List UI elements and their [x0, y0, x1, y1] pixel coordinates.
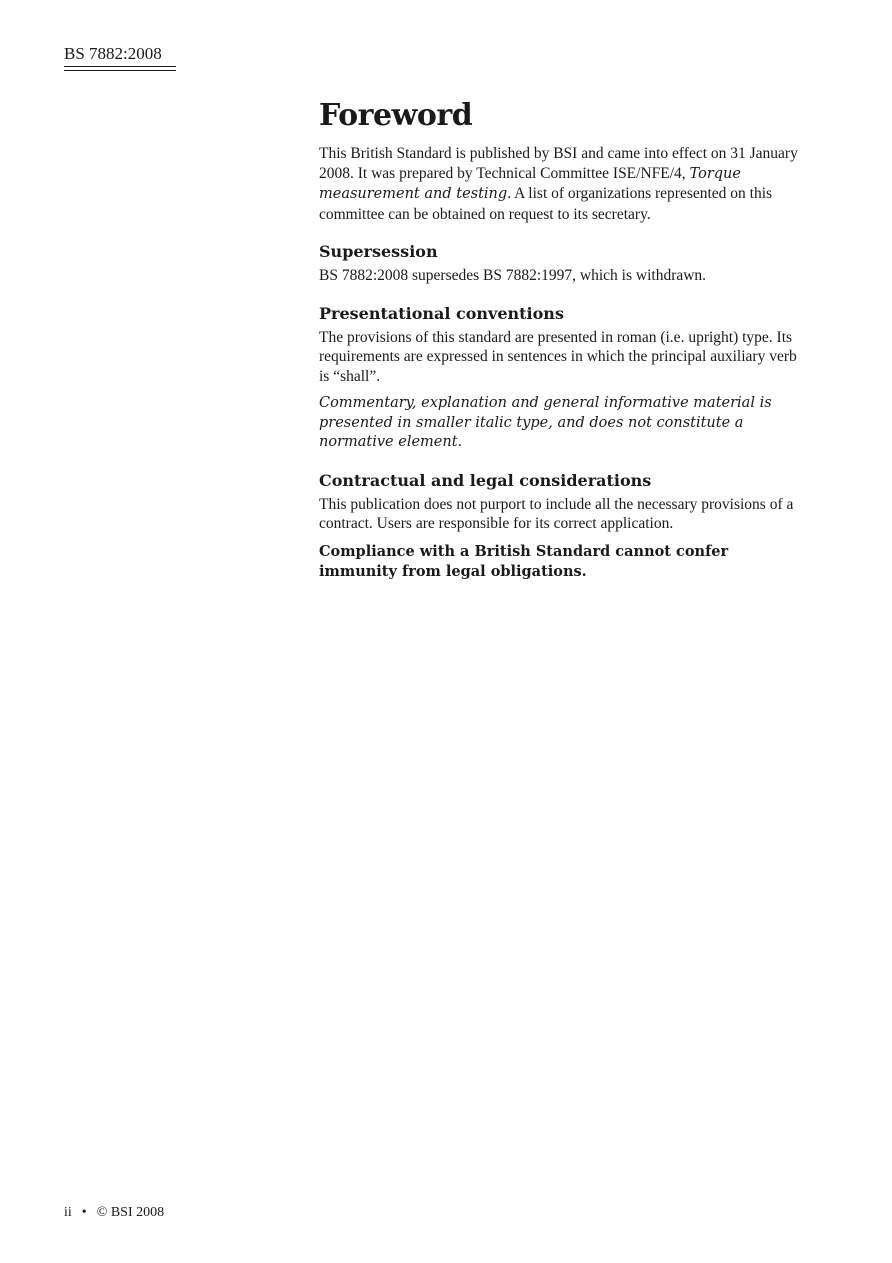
contractual-legal-heading: Contractual and legal considerations — [319, 470, 652, 490]
copyright-notice: © BSI 2008 — [96, 1205, 165, 1220]
page-number: ii — [64, 1205, 72, 1220]
supersession-heading: Supersession — [319, 242, 438, 261]
footer-bullet: • — [81, 1205, 87, 1220]
commentary-note: Commentary, explanation and general informative material is presented in smaller italic type, and does not constitute a normative element. — [319, 395, 772, 450]
foreword-intro-paragraph — [319, 144, 809, 224]
committee-name: Torque measurement and testing — [319, 165, 741, 202]
header-double-rule — [64, 66, 176, 71]
contractual-legal-text: This publication does not purport to include all the necessary provisions of a contract. Users are responsible for its correct application. — [319, 495, 794, 532]
document-id: BS 7882:2008 — [64, 44, 162, 63]
presentational-conventions-text: The provisions of this standard are presented in roman (i.e. upright) type. Its requirements are expressed in sentences in which the principal auxiliary verb is “shall”. — [319, 328, 797, 385]
running-header — [64, 44, 176, 71]
legal-compliance-notice: Compliance with a British Standard cannot confer immunity from legal obligations. — [319, 542, 729, 580]
page-title: Foreword — [319, 98, 473, 133]
intro-text-part2: . A list of organizations represented on this committee can be obtained on request to its secretary. — [319, 185, 773, 223]
foreword-content — [319, 98, 809, 588]
intro-text-part1: This British Standard is published by BSI and came into effect on 31 January 2008. It was prepared by Technical Committee ISE/NFE/4, — [319, 145, 798, 182]
presentational-conventions-heading: Presentational conventions — [319, 303, 564, 323]
supersession-text: BS 7882:2008 supersedes BS 7882:1997, which is withdrawn. — [319, 267, 707, 284]
page-footer — [64, 1204, 164, 1222]
